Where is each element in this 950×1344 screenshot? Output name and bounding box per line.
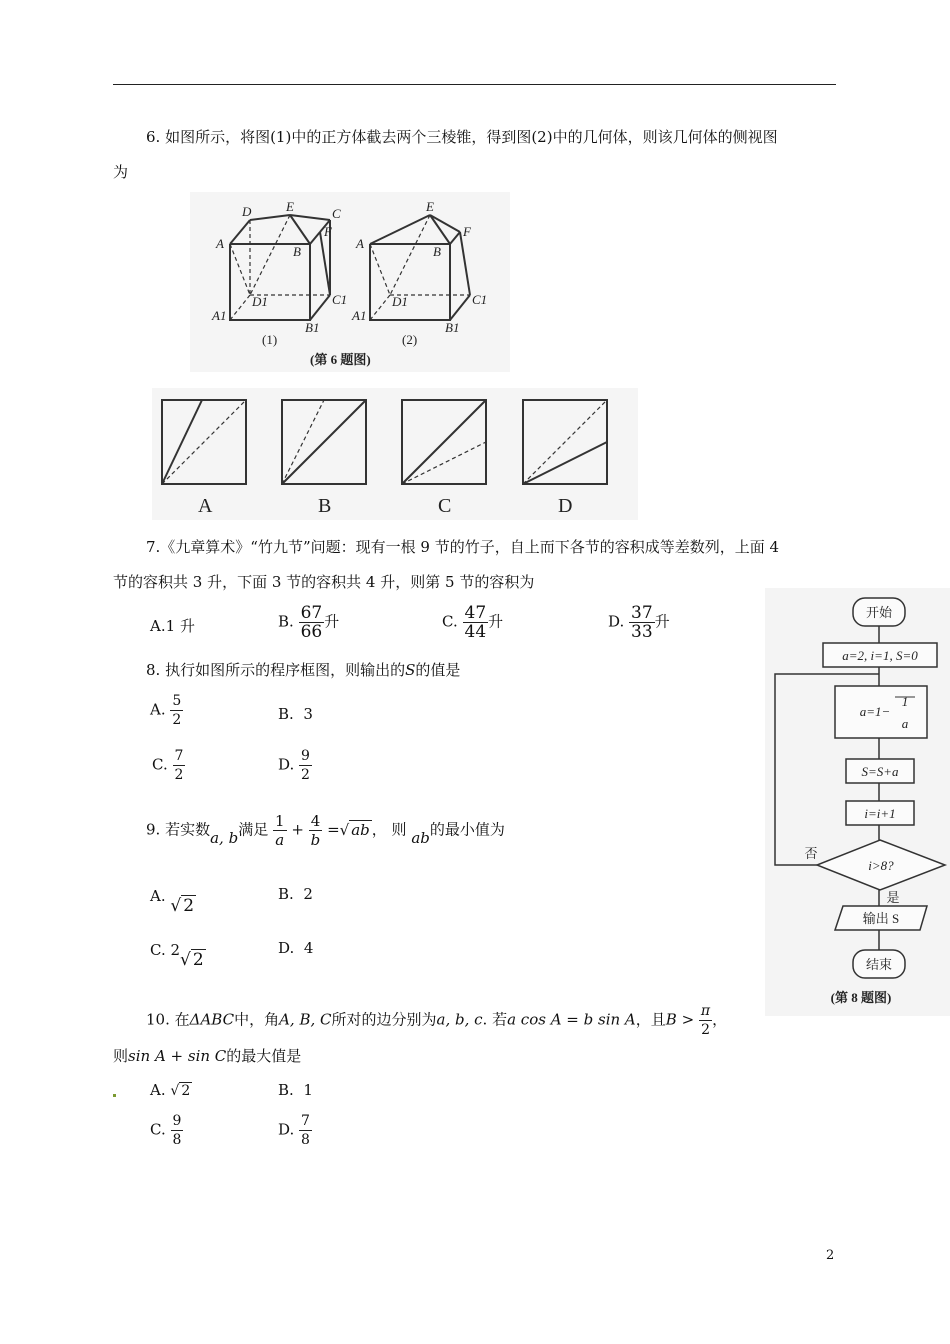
q10-option-B-label: B. xyxy=(278,1081,294,1099)
q10-option-D-label: D. xyxy=(278,1120,295,1139)
q9-eq: = xyxy=(327,820,340,839)
q10-line1-a: 10. 在 xyxy=(146,1010,190,1029)
label-B1-2: B1 xyxy=(445,320,460,335)
label-D1: D1 xyxy=(252,294,268,309)
fc-step3: i=i+1 xyxy=(864,806,896,821)
q9-option-A-rad: 2 xyxy=(183,896,195,916)
q9-rad: ab xyxy=(351,820,370,839)
q10-line2 xyxy=(113,1046,301,1066)
q7-option-D-unit: 升 xyxy=(654,612,670,631)
q9-option-C-rad: 2 xyxy=(192,950,204,970)
q10-option-C-num: 9 xyxy=(172,1113,182,1129)
q7-option-A-label: A. xyxy=(150,617,166,635)
q9-option-C: C. 2√ 2 xyxy=(150,941,204,970)
q7-option-C-unit: 升 xyxy=(488,612,504,631)
q9-mid: 满足 xyxy=(238,820,269,839)
q7-option-A-unit: 升 xyxy=(179,617,195,635)
q6-option-figures xyxy=(152,388,638,520)
label-A1-2: A1 xyxy=(352,308,367,323)
q10-option-B-value: 1 xyxy=(303,1081,313,1099)
q7-text-line1: 7.《九章算术》“竹九节”问题：现有一根 9 节的竹子，自上而下各节的容积成等差数列，上面 4 xyxy=(146,538,780,556)
fc-end: 结束 xyxy=(865,957,893,972)
q8-flowchart xyxy=(765,588,950,1016)
fc-output: 输出 S xyxy=(862,911,900,926)
q7-option-A xyxy=(150,616,195,636)
q6-fig-caption: (第 6 题图) xyxy=(310,352,371,367)
q10-bullet-dot xyxy=(113,1094,116,1097)
label-B1: B1 xyxy=(305,320,320,335)
q8-option-B xyxy=(278,704,313,724)
q10-cond: B > xyxy=(665,1010,695,1029)
q8-text-after: 的值是 xyxy=(415,661,461,679)
q9-option-A-label: A. xyxy=(150,887,166,905)
q10-eq: a cos A = b sin A xyxy=(507,1010,636,1029)
q9-option-B-label: B. xyxy=(278,885,294,903)
q9-plus: + xyxy=(291,820,304,839)
q8-option-D-num: 9 xyxy=(301,748,310,764)
q8-var: S xyxy=(405,661,416,679)
fc-init: a=2, i=1, S=0 xyxy=(842,648,918,663)
q9-f1-num: 1 xyxy=(274,812,285,830)
q9-f1-den: a xyxy=(275,831,285,849)
q7-option-C-den: 44 xyxy=(464,622,487,642)
q9-vars: a, b xyxy=(210,828,239,847)
q7-option-C-label: C. xyxy=(442,612,458,631)
q10-option-D xyxy=(278,1112,312,1149)
q10-line1-f: ， xyxy=(712,1010,728,1029)
q8-flowchart-svg xyxy=(765,588,950,1016)
fc-cond: i>8? xyxy=(868,858,894,873)
q9-suffix: 的最小值为 xyxy=(429,820,505,839)
q9-option-A: A. √ 2 xyxy=(150,887,195,916)
q9-f2-num: 4 xyxy=(310,812,321,830)
q10-line1-e: ，且 xyxy=(635,1010,666,1029)
q8-text-before: 8. 执行如图所示的程序框图，则输出的 xyxy=(146,661,406,679)
q7-option-B xyxy=(278,604,339,641)
q7-option-B-label: B. xyxy=(278,612,294,631)
label-C1-2: C1 xyxy=(472,292,488,307)
fig2-label: (2) xyxy=(402,332,418,347)
q6-option-C: C xyxy=(438,495,452,517)
q9-option-B xyxy=(278,884,313,904)
q10-tri: ΔABC xyxy=(189,1010,235,1029)
q7-option-A-value: 1 xyxy=(165,617,176,635)
q7-option-D-den: 33 xyxy=(631,622,653,642)
q9-f2-den: b xyxy=(310,831,321,849)
label-C: C xyxy=(332,206,341,221)
fc-start: 开始 xyxy=(865,605,893,620)
q6-cube-figure xyxy=(190,192,510,372)
q10-pi: π xyxy=(700,1003,711,1019)
q7-text-line2: 节的容积共 3 升，下面 3 节的容积共 4 升，则第 5 节的容积为 xyxy=(113,573,535,591)
q10-expr: sin A + sin C xyxy=(128,1047,227,1065)
q10-option-A-rad: 2 xyxy=(181,1083,191,1099)
q7-option-D-label: D. xyxy=(608,612,625,631)
q8-option-C-num: 7 xyxy=(174,748,184,764)
label-C1: C1 xyxy=(332,292,348,307)
label-A1: A1 xyxy=(212,308,227,323)
q7-option-D xyxy=(608,604,670,641)
label-F: F xyxy=(324,224,332,239)
q9-option-D-label: D. xyxy=(278,939,295,957)
label-E-2: E xyxy=(426,199,434,214)
label-D1-2: D1 xyxy=(392,294,408,309)
q8-option-C-den: 2 xyxy=(174,767,184,783)
q9-option-C-label: C. xyxy=(150,941,166,959)
label-A: A xyxy=(216,236,224,251)
fc-step1-num: 1 xyxy=(901,694,909,709)
q6-option-B: B xyxy=(318,495,332,517)
q8-option-A-den: 2 xyxy=(172,712,182,728)
fc-yes: 是 xyxy=(886,890,900,905)
fc-step1-den: a xyxy=(901,716,909,731)
q9-target: ab xyxy=(411,828,430,847)
fc-step2: S=S+a xyxy=(861,764,899,779)
q10-sides: a, b, c xyxy=(436,1010,483,1029)
label-D: D xyxy=(242,204,252,219)
fc-caption: (第 8 题图) xyxy=(830,990,892,1005)
label-B-2: B xyxy=(433,244,441,259)
q8-option-D xyxy=(278,747,312,784)
q10-option-C-label: C. xyxy=(150,1120,166,1139)
q10-option-A: A. √ 2 xyxy=(150,1081,191,1099)
q8-option-D-label: D. xyxy=(278,755,295,774)
label-F-2: F xyxy=(463,224,471,239)
q7-option-D-num: 37 xyxy=(631,603,653,623)
q10-line1-b: 中，角 xyxy=(234,1010,280,1029)
q10-line2-b: 的最大值是 xyxy=(226,1047,302,1065)
q6-text-line1: 6. 如图所示，将图(1)中的正方体截去两个三棱锥，得到图(2)中的几何体，则该几何体的侧视图 xyxy=(146,128,778,146)
q8-option-A-num: 5 xyxy=(172,693,182,709)
q8-option-A-label: A. xyxy=(150,700,166,719)
q9-prefix: 9. 若实数 xyxy=(146,820,211,839)
q10-line1-c: 所对的边分别为 xyxy=(331,1010,437,1029)
q6-text-line2: 为 xyxy=(113,163,129,181)
label-B: B xyxy=(293,244,301,259)
q8-option-B-label: B. xyxy=(278,705,294,723)
fig1-label: (1) xyxy=(262,332,278,347)
q10-line1 xyxy=(146,1002,727,1039)
q10-option-D-num: 7 xyxy=(301,1113,310,1129)
q8-text xyxy=(146,660,460,680)
q8-option-B-value: 3 xyxy=(303,705,313,723)
label-E: E xyxy=(286,199,294,214)
q10-option-A-label: A. xyxy=(150,1081,166,1099)
q9-option-D-value: 4 xyxy=(303,939,314,957)
q9-option-C-coef: 2 xyxy=(170,941,181,959)
q10-option-C-den: 8 xyxy=(172,1132,182,1148)
q7-option-C xyxy=(442,604,503,641)
q9-comma: ， 则 xyxy=(371,820,407,839)
q10-angles: A, B, C xyxy=(279,1010,332,1029)
fc-no: 否 xyxy=(804,846,818,861)
fc-step1-left: a=1− xyxy=(859,704,891,719)
q6-option-D: D xyxy=(558,495,573,517)
q8-option-C-label: C. xyxy=(152,755,168,774)
q10-option-D-den: 8 xyxy=(301,1132,310,1148)
q10-line1-d: . 若 xyxy=(482,1010,508,1029)
q6-option-A: A xyxy=(198,495,213,517)
q8-option-A xyxy=(150,692,183,729)
q9-text: 9. 若实数a, b满足 $\frac{1}{a}$ + $\frac{4}{b}$ =√ ab ， 则 ab的最小值为 xyxy=(146,812,505,849)
header-rule xyxy=(113,84,836,85)
q8-option-D-den: 2 xyxy=(301,767,310,783)
label-A-2: A xyxy=(356,236,364,251)
q10-two: 2 xyxy=(701,1022,710,1038)
q10-line2-a: 则 xyxy=(113,1047,129,1065)
page-number: 2 xyxy=(826,1248,835,1263)
q9-option-D xyxy=(278,938,313,958)
q10-option-B xyxy=(278,1080,313,1100)
q8-option-C xyxy=(152,747,185,784)
q7-option-C-num: 47 xyxy=(464,603,487,623)
q6-cube-svg xyxy=(190,192,510,372)
q7-option-B-num: 67 xyxy=(300,603,323,623)
q10-option-C xyxy=(150,1112,183,1149)
q6-options-svg xyxy=(152,388,638,520)
q7-option-B-unit: 升 xyxy=(324,612,340,631)
q7-option-B-den: 66 xyxy=(300,622,323,642)
q9-option-B-value: 2 xyxy=(303,885,313,903)
